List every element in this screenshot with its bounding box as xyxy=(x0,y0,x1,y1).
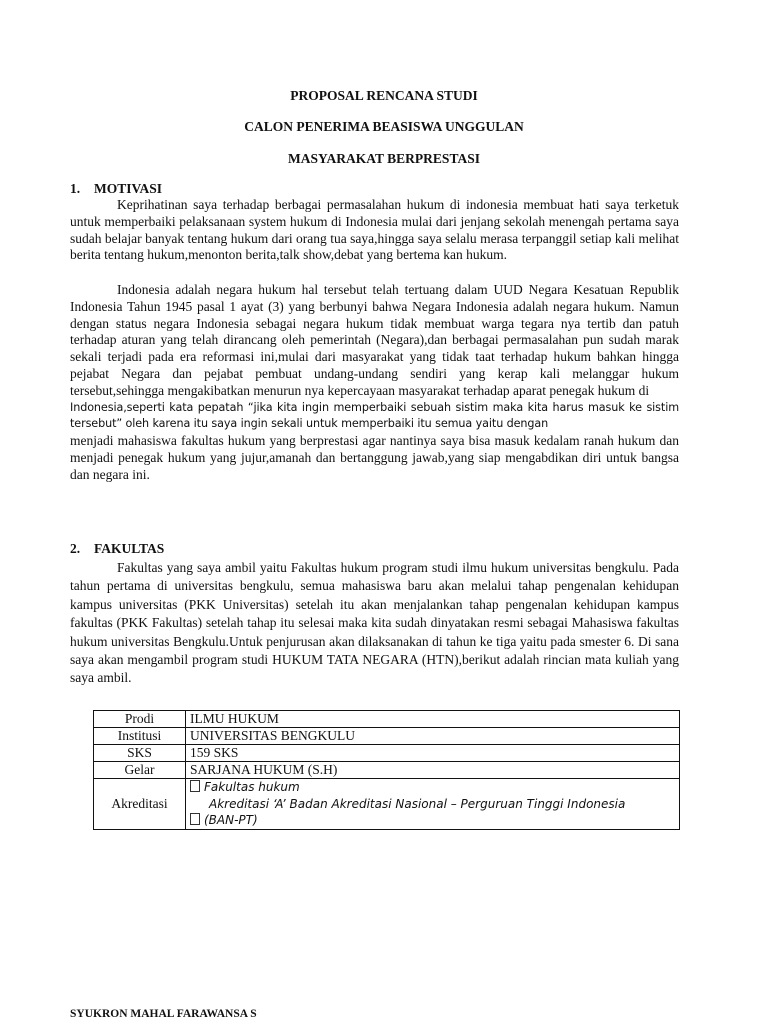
section-title: MOTIVASI xyxy=(94,181,163,196)
table-row xyxy=(94,762,680,779)
akreditasi-faculty: Fakultas hukum xyxy=(204,780,300,795)
table-label-cell: SKS xyxy=(94,745,186,762)
table-label-cell: Gelar xyxy=(94,762,186,779)
fakultas-paragraph-1: Fakultas yang saya ambil yaitu Fakultas hukum program studi ilmu hukum universitas bengkulu. Pada tahun pertama di universitas bengkulu, semua mahasiswa baru akan melalui tahap pengenalan kehidupan kampus universitas (PKK Universitas) setelah itu akan menjalankan tahap pengenalan kehidupan kampus fakultas (PKK Fakultas) setelah tahap itu selesai maka kita sudah dinyatakan resmi sebagai Mahasiswa fakultas hukum universitas Bengkulu.Untuk penjurusan akan dilaksanakan di tahun ke tiga yaitu pada smester 6. Di sana saya akan mengambil program studi HUKUM TATA NEGARA (HTN),berikut adalah rincian mata kuliah yang saya ambil. xyxy=(70,560,679,686)
section-number: 1. xyxy=(70,181,81,196)
table-value-cell: ILMU HUKUM xyxy=(186,711,680,728)
footer-author: SYUKRON MAHAL FARAWANSA S xyxy=(70,1008,257,1020)
table-label-cell: Institusi xyxy=(94,728,186,745)
document-subtitle-2: MASYARAKAT BERPRESTASI xyxy=(288,151,480,166)
akreditasi-line xyxy=(190,812,675,829)
document-subtitle: CALON PENERIMA BEASISWA UNGGULAN xyxy=(244,119,524,134)
checkbox-icon xyxy=(190,813,200,825)
section-number: 2. xyxy=(70,541,81,556)
checkbox-icon xyxy=(190,780,200,792)
table-row-akreditasi xyxy=(94,779,680,830)
akreditasi-value-cell xyxy=(186,779,680,830)
motivasi-quote-text: Indonesia,seperti kata pepatah “jika kita ingin memperbaiki sebuah sistim maka kita harus masuk ke sistim tersebut” oleh karena itu saya ingin sekali untuk memperbaiki itu semua yaitu dengan xyxy=(70,400,679,431)
table-value-cell: UNIVERSITAS BENGKULU xyxy=(186,728,680,745)
table-label-cell: Akreditasi xyxy=(94,779,186,830)
section-heading-fakultas xyxy=(70,541,164,557)
table-value-cell: SARJANA HUKUM (S.H) xyxy=(186,762,680,779)
akreditasi-body: (BAN-PT) xyxy=(204,813,258,828)
table-row xyxy=(94,728,680,745)
akreditasi-line: Akreditasi ‘A’ Badan Akreditasi Nasional – Perguruan Tinggi Indonesia xyxy=(209,796,626,811)
study-details-table xyxy=(93,710,680,830)
table-value-cell: 159 SKS xyxy=(186,745,680,762)
akreditasi-line xyxy=(190,779,675,796)
document-title: PROPOSAL RENCANA STUDI xyxy=(290,88,478,103)
motivasi-paragraph-2-end: menjadi mahasiswa fakultas hukum yang berprestasi agar nantinya saya bisa masuk kedalam ranah hukum dan menjadi penegak hukum yang jujur,amanah dan bertanggung jawab,yang siap mengabdikan diri untuk bangsa dan negara ini. xyxy=(70,433,679,482)
section-title: FAKULTAS xyxy=(94,541,165,556)
table-row xyxy=(94,711,680,728)
motivasi-paragraph-2-text: Indonesia adalah negara hukum hal tersebut telah tertuang dalam UUD Negara Kesatuan Republik Indonesia Tahun 1945 pasal 1 ayat (3) yang berbunyi bahwa Negara Indonesia adalah negara hukum. Namun dengan status negara Indonesia sebagai negara hukum tidak membuat warga tegara nya tertib dan patuh terhadap aturan yang telah dirancang oleh pemerintah (Negara),dan berbagai permasalahan pun sudah marak sekali terjadi pada era reformasi ini,mulai dari masyarakat yang tidak taat terhadap hukum bahkan hingga pejabat Negara dan pejabat pembuat undang-undang sendiri yang kerap kali melanggar hukum tersebut,sehingga mengakibatkan menurun nya kepercayaan masyarakat terhadap aparat penegak hukum di xyxy=(70,282,679,398)
motivasi-paragraph-1: Keprihatinan saya terhadap berbagai permasalahan hukum di indonesia membuat hati saya terketuk untuk memperbaiki pelaksanaan system hukum di Indonesia mulai dari jenjang sekolah menengah pertama saya sudah belajar banyak tentang hukum dari orang tua saya,hingga saya selalu merasa terpanggil setiap kali melihat berita tentang hukum,menonton berita,talk show,debat yang bertema kan hukum. xyxy=(70,197,679,263)
motivasi-paragraph-2 xyxy=(70,282,679,484)
table-row xyxy=(94,745,680,762)
table-label-cell: Prodi xyxy=(94,711,186,728)
section-heading-motivasi xyxy=(70,181,162,197)
